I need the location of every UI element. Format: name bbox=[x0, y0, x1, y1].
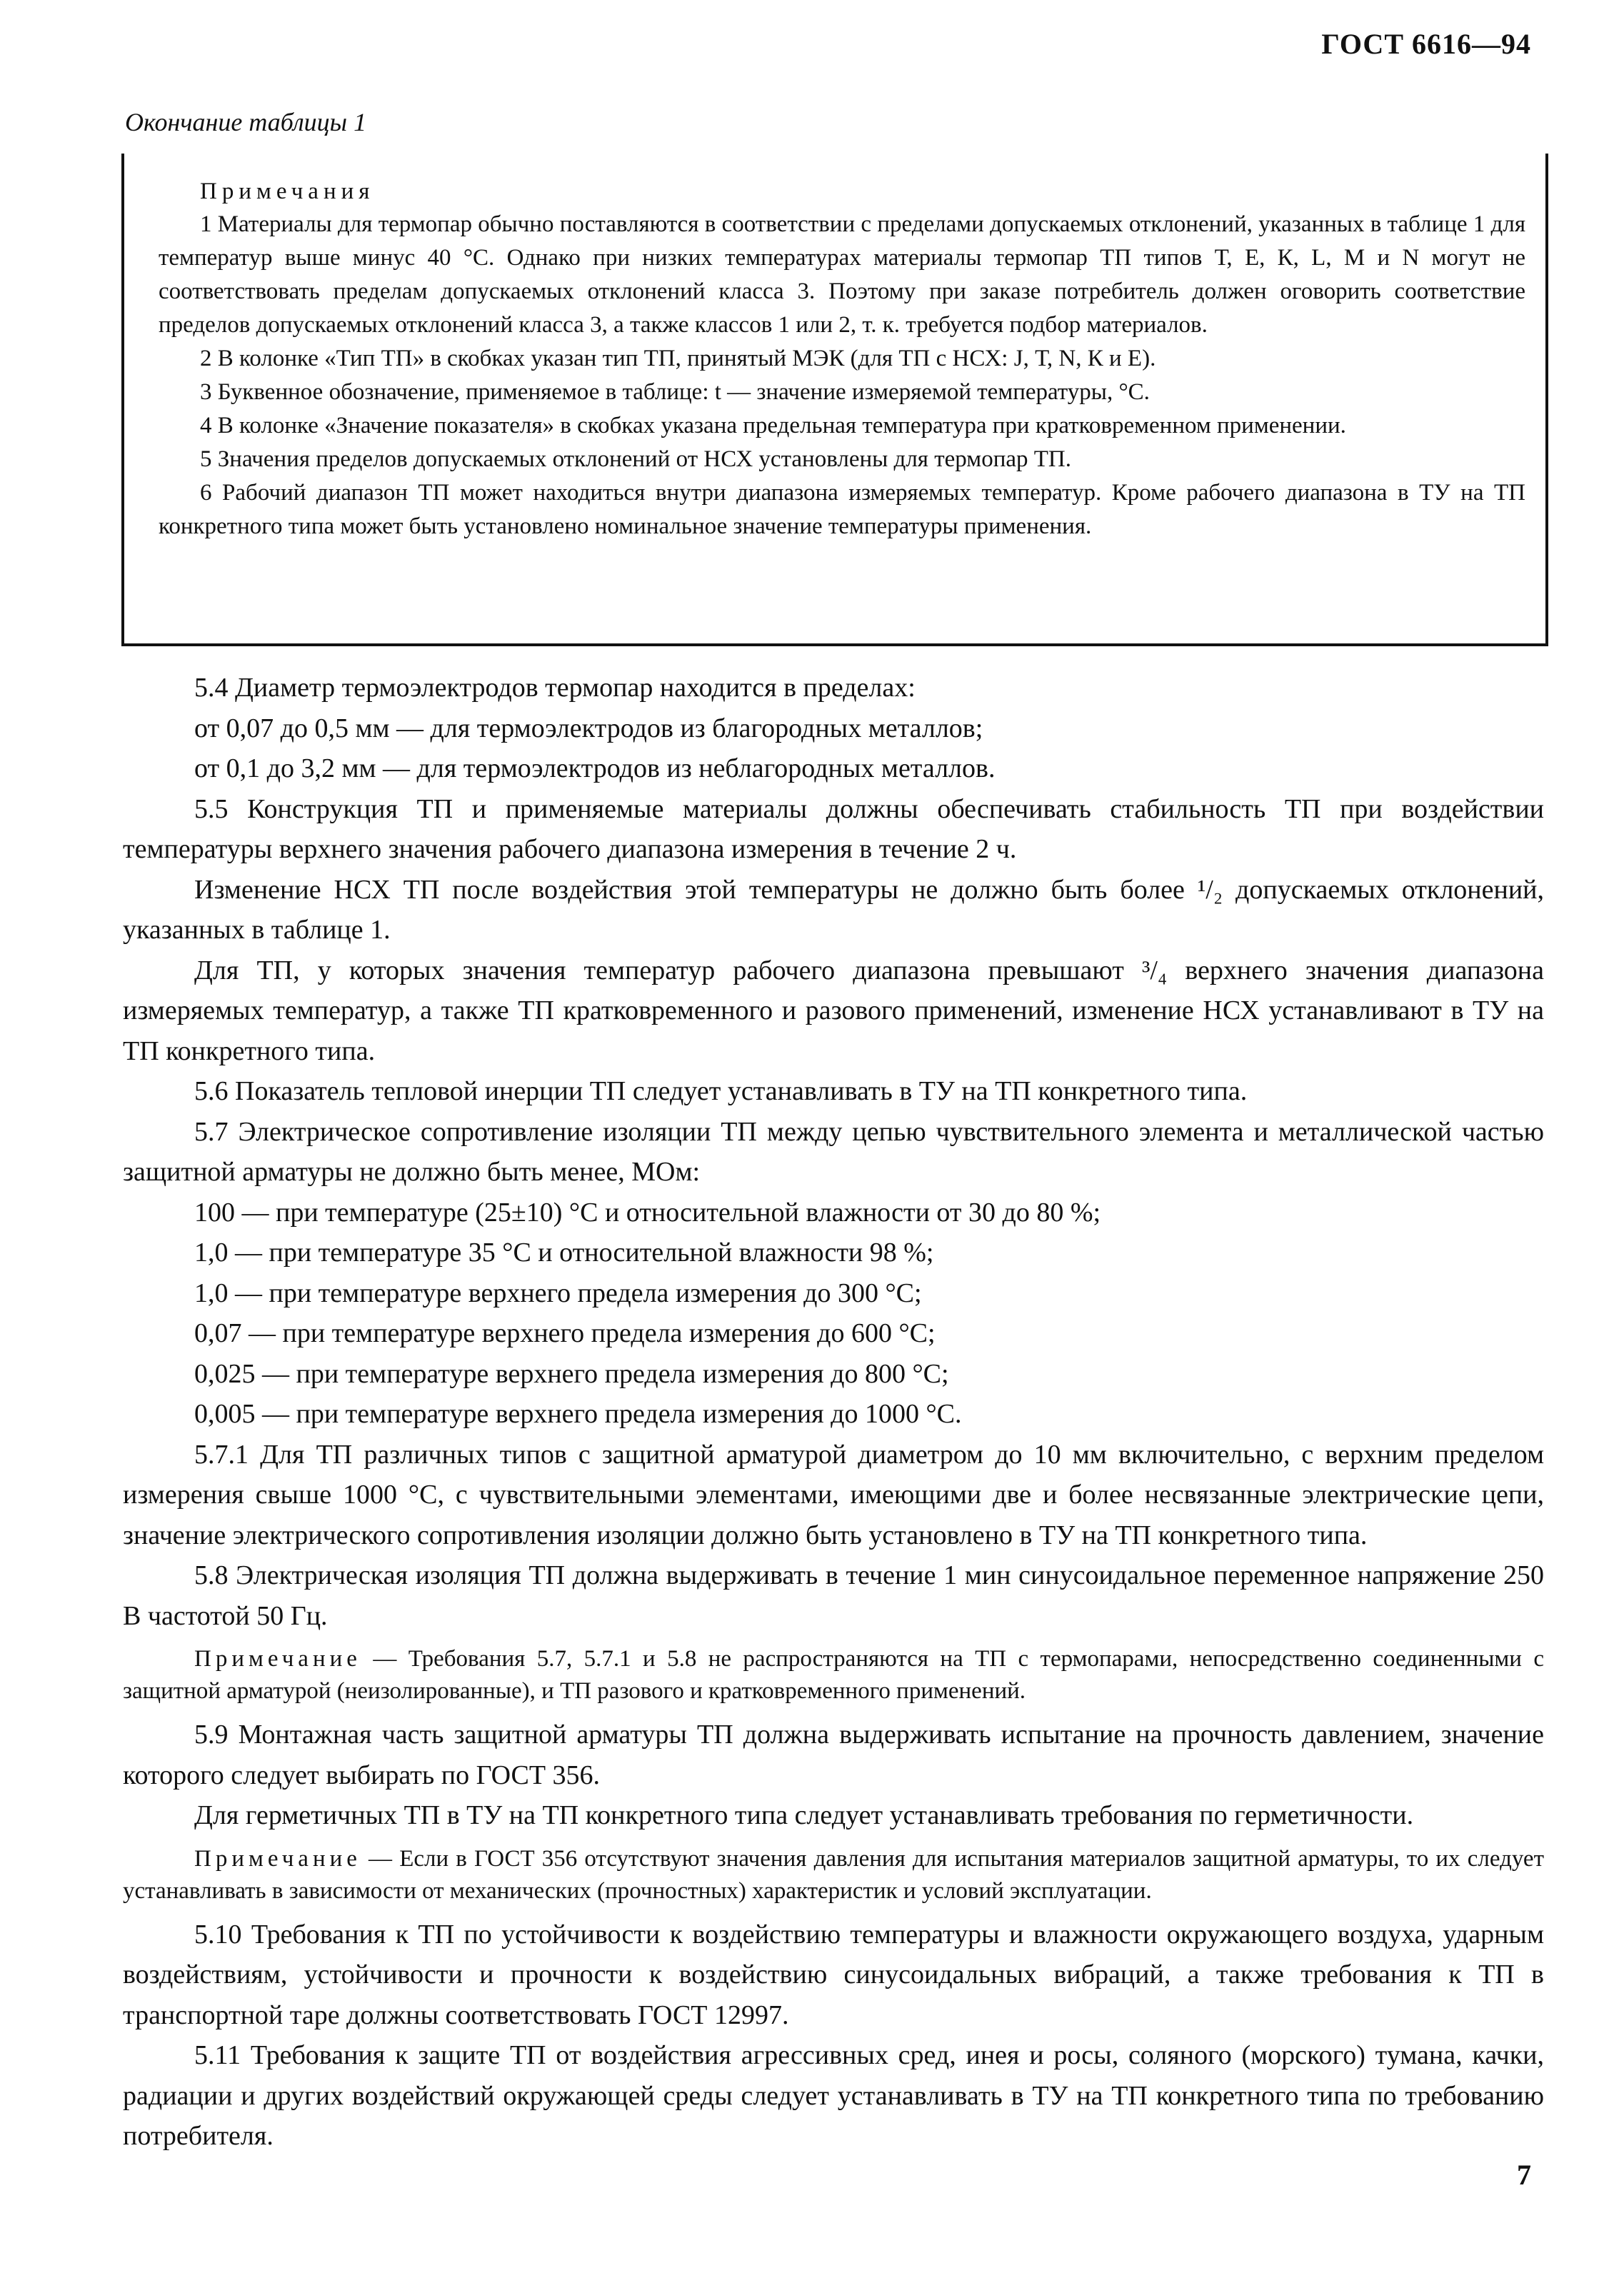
table-caption: Окончание таблицы 1 bbox=[125, 108, 367, 136]
note-text: — Требования 5.7, 5.7.1 и 5.8 не распространяются на ТП с термопарами, непосредственно соединенными с защитной арматурой (неизолированные), и ТП разового и кратковременного применений. bbox=[123, 1646, 1544, 1704]
paragraph: Для ТП, у которых значения температур рабочего диапазона превышают ³/₄ верхнего значения диапазона измеряемых температур, а также ТП кратковременного и разового применений, изменение НСХ устанавливают в ТУ на ТП конкретного типа. bbox=[123, 955, 1544, 1066]
paragraph: Изменение НСХ ТП после воздействия этой температуры не должно быть более ¹/₂ допускаемых отклонений, указанных в таблице 1. bbox=[123, 874, 1544, 945]
note-item: 2 В колонке «Тип ТП» в скобках указан тип ТП, принятый МЭК (для ТП с НСХ: J, Т, N, К и Е). bbox=[200, 346, 1156, 371]
list-item: от 0,1 до 3,2 мм — для термоэлектродов из неблагородных металлов. bbox=[194, 753, 996, 783]
paragraph-5-4: 5.4 Диаметр термоэлектродов термопар находится в пределах: bbox=[194, 673, 916, 703]
note-text: — Если в ГОСТ 356 отсутствуют значения давления для испытания материалов защитной арматуры, то их следует устанавливать в зависимости от механических (прочностных) характеристик и условий эксплуатации. bbox=[123, 1845, 1544, 1904]
note-label: Примечание bbox=[194, 1646, 361, 1672]
list-item: 0,025 — при температуре верхнего предела измерения до 800 °С; bbox=[194, 1358, 949, 1389]
list-item: 1,0 — при температуре 35 °С и относительной влажности 98 %; bbox=[194, 1238, 934, 1268]
paragraph-5-5: 5.5 Конструкция ТП и применяемые материалы должны обеспечивать стабильность ТП при воздействии температуры верхнего значения рабочего диапазона измерения в течение 2 ч. bbox=[123, 793, 1544, 864]
paragraph-5-10: 5.10 Требования к ТП по устойчивости к воздействию температуры и влажности окружающего воздуха, ударным воздействиям, устойчивости и прочности к воздействию синусоидальных вибраций, а также требования к ТП в транспортной таре должны соответствовать ГОСТ 12997. bbox=[123, 1919, 1544, 2030]
note-paragraph bbox=[123, 1643, 1544, 1707]
list-item: 100 — при температуре (25±10) °С и относительной влажности от 30 до 80 %; bbox=[194, 1197, 1101, 1228]
note-item: 6 Рабочий диапазон ТП может находиться внутри диапазона измеряемых температур. Кроме рабочего диапазона в ТУ на ТП конкретного типа может быть установлено номинальное значение температуры применения. bbox=[159, 480, 1525, 539]
list-item: 0,005 — при температуре верхнего предела измерения до 1000 °С. bbox=[194, 1399, 962, 1429]
standard-code: ГОСТ 6616—94 bbox=[1321, 28, 1531, 60]
note-item: 1 Материалы для термопар обычно поставляются в соответствии с пределами допускаемых отклонений, указанных в таблице 1 для температур выше минус 40 °С. Однако при низких температурах материалы термопар ТП типов Т, Е, К, L, М и N могут не соответствовать пределам допускаемых отклонений класса 3. Поэтому при заказе потребитель должен оговорить соответствие пределов допускаемых отклонений класса 3, а также классов 1 или 2, т. к. требуется подбор материалов. bbox=[159, 211, 1525, 338]
notes-title: Примечания bbox=[200, 179, 375, 204]
body-text bbox=[123, 668, 1544, 2157]
note-paragraph bbox=[123, 1843, 1544, 1907]
paragraph: Для герметичных ТП в ТУ на ТП конкретного типа следует устанавливать требования по герметичности. bbox=[194, 1800, 1414, 1830]
paragraph-5-8: 5.8 Электрическая изоляция ТП должна выдерживать в течение 1 мин синусоидальное переменное напряжение 250 В частотой 50 Гц. bbox=[123, 1560, 1544, 1631]
table-notes-box bbox=[121, 154, 1548, 646]
paragraph-5-7-1: 5.7.1 Для ТП различных типов с защитной арматурой диаметром до 10 мм включительно, с верхним пределом измерения свыше 1000 °С, с чувствительными элементами, имеющими две и более несвязанные электрические цепи, значение электрического сопротивления изоляции должно быть установлено в ТУ на ТП конкретного типа. bbox=[123, 1439, 1544, 1550]
list-item: 0,07 — при температуре верхнего предела измерения до 600 °С; bbox=[194, 1318, 936, 1348]
note-item: 4 В колонке «Значение показателя» в скобках указана предельная температура при кратковременном применении. bbox=[200, 413, 1346, 438]
list-item: 1,0 — при температуре верхнего предела измерения до 300 °С; bbox=[194, 1278, 922, 1308]
paragraph-5-9: 5.9 Монтажная часть защитной арматуры ТП должна выдерживать испытание на прочность давлением, значение которого следует выбирать по ГОСТ 356. bbox=[123, 1720, 1544, 1790]
note-item: 3 Буквенное обозначение, применяемое в таблице: t — значение измеряемой температуры, °С. bbox=[200, 379, 1150, 405]
paragraph-5-11: 5.11 Требования к защите ТП от воздействия агрессивных сред, инея и росы, соляного (морского) тумана, качки, радиации и других воздействий окружающей среды следует устанавливать в ТУ на ТП конкретного типа по требованию потребителя. bbox=[123, 2040, 1544, 2151]
page-number: 7 bbox=[1517, 2159, 1531, 2191]
paragraph-5-7: 5.7 Электрическое сопротивление изоляции ТП между цепью чувствительного элемента и металлической частью защитной арматуры не должно быть менее, МОм: bbox=[123, 1116, 1544, 1187]
list-item: от 0,07 до 0,5 мм — для термоэлектродов из благородных металлов; bbox=[194, 713, 983, 743]
note-item: 5 Значения пределов допускаемых отклонений от НСХ установлены для термопар ТП. bbox=[200, 446, 1071, 472]
note-label: Примечание bbox=[194, 1845, 361, 1872]
paragraph-5-6: 5.6 Показатель тепловой инерции ТП следует устанавливать в ТУ на ТП конкретного типа. bbox=[194, 1076, 1248, 1106]
